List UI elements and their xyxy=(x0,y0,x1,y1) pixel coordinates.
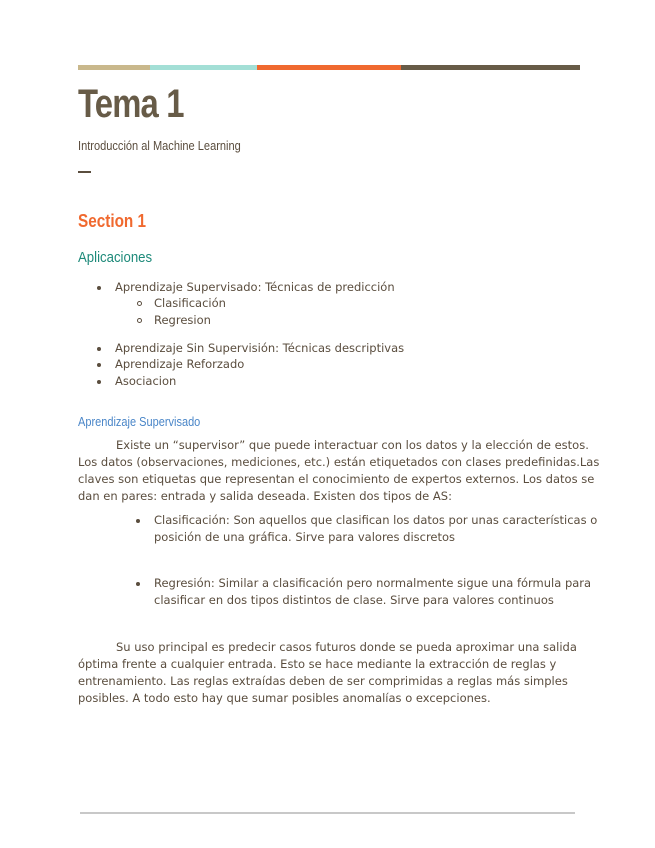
list-subitem: Clasificación xyxy=(154,296,226,310)
list-item: Aprendizaje Supervisado: Técnicas de predicción xyxy=(115,280,395,294)
list-item: Asociacion xyxy=(115,374,177,388)
color-bar-segment-tan xyxy=(78,65,150,70)
aprendizaje-supervisado-heading: Aprendizaje Supervisado xyxy=(78,415,201,429)
list-item: Regresión: Similar a clasificación pero normalmente sigue una fórmula para xyxy=(154,576,592,590)
closing-paragraph xyxy=(78,639,578,707)
bullet-icon xyxy=(136,582,140,586)
color-bar-segment-brown xyxy=(401,65,580,70)
paragraph-line: posibles. A todo esto hay que sumar posibles anomalías o excepciones. xyxy=(78,691,491,705)
document-subtitle: Introducción al Machine Learning xyxy=(78,138,241,153)
hollow-bullet-icon xyxy=(137,318,142,323)
paragraph-line: Los datos (observaciones, mediciones, etc.) están etiquetados con clases predefinidas.Las xyxy=(78,455,600,469)
color-bar-segment-orange xyxy=(257,65,401,70)
list-item-continuation: clasificar en dos tipos distintos de clase. Sirve para valores continuos xyxy=(154,593,554,607)
bullet-icon xyxy=(136,519,140,523)
subtitle-divider xyxy=(78,171,91,173)
list-item: Clasificación: Son aquellos que clasifican los datos por unas características o xyxy=(154,513,598,527)
paragraph-line: Su uso principal es predecir casos futuros donde se pueda aproximar una salida xyxy=(116,640,577,654)
section-heading: Section 1 xyxy=(78,211,147,231)
aplicaciones-heading: Aplicaciones xyxy=(78,249,153,266)
bullet-icon xyxy=(97,363,101,367)
list-item: Aprendizaje Reforzado xyxy=(115,357,245,371)
list-item: Aprendizaje Sin Supervisión: Técnicas descriptivas xyxy=(115,341,405,355)
header-color-bar xyxy=(78,65,580,70)
hollow-bullet-icon xyxy=(137,301,142,306)
paragraph-line: Existe un “supervisor” que puede interactuar con los datos y la elección de estos. xyxy=(116,438,589,452)
document-title: Tema 1 xyxy=(78,82,184,126)
bullet-icon xyxy=(97,380,101,384)
paragraph-line: claves son etiquetas que representan el conocimiento de expertos externos. Los datos se xyxy=(78,472,595,486)
paragraph-line: óptima frente a cualquier entrada. Esto se hace mediante la extracción de reglas y xyxy=(78,657,557,671)
bullet-icon xyxy=(97,347,101,351)
footer-divider xyxy=(80,812,575,814)
color-bar-segment-teal xyxy=(150,65,257,70)
bullet-icon xyxy=(97,286,101,290)
paragraph-line: entrenamiento. Las reglas extraídas deben de ser comprimidas a reglas más simples xyxy=(78,674,568,688)
list-subitem: Regresion xyxy=(154,313,211,327)
paragraph-line: dan en pares: entrada y salida deseada. Existen dos tipos de AS: xyxy=(78,489,452,503)
list-item-continuation: posición de una gráfica. Sirve para valores discretos xyxy=(154,530,456,544)
intro-paragraph xyxy=(78,437,600,505)
